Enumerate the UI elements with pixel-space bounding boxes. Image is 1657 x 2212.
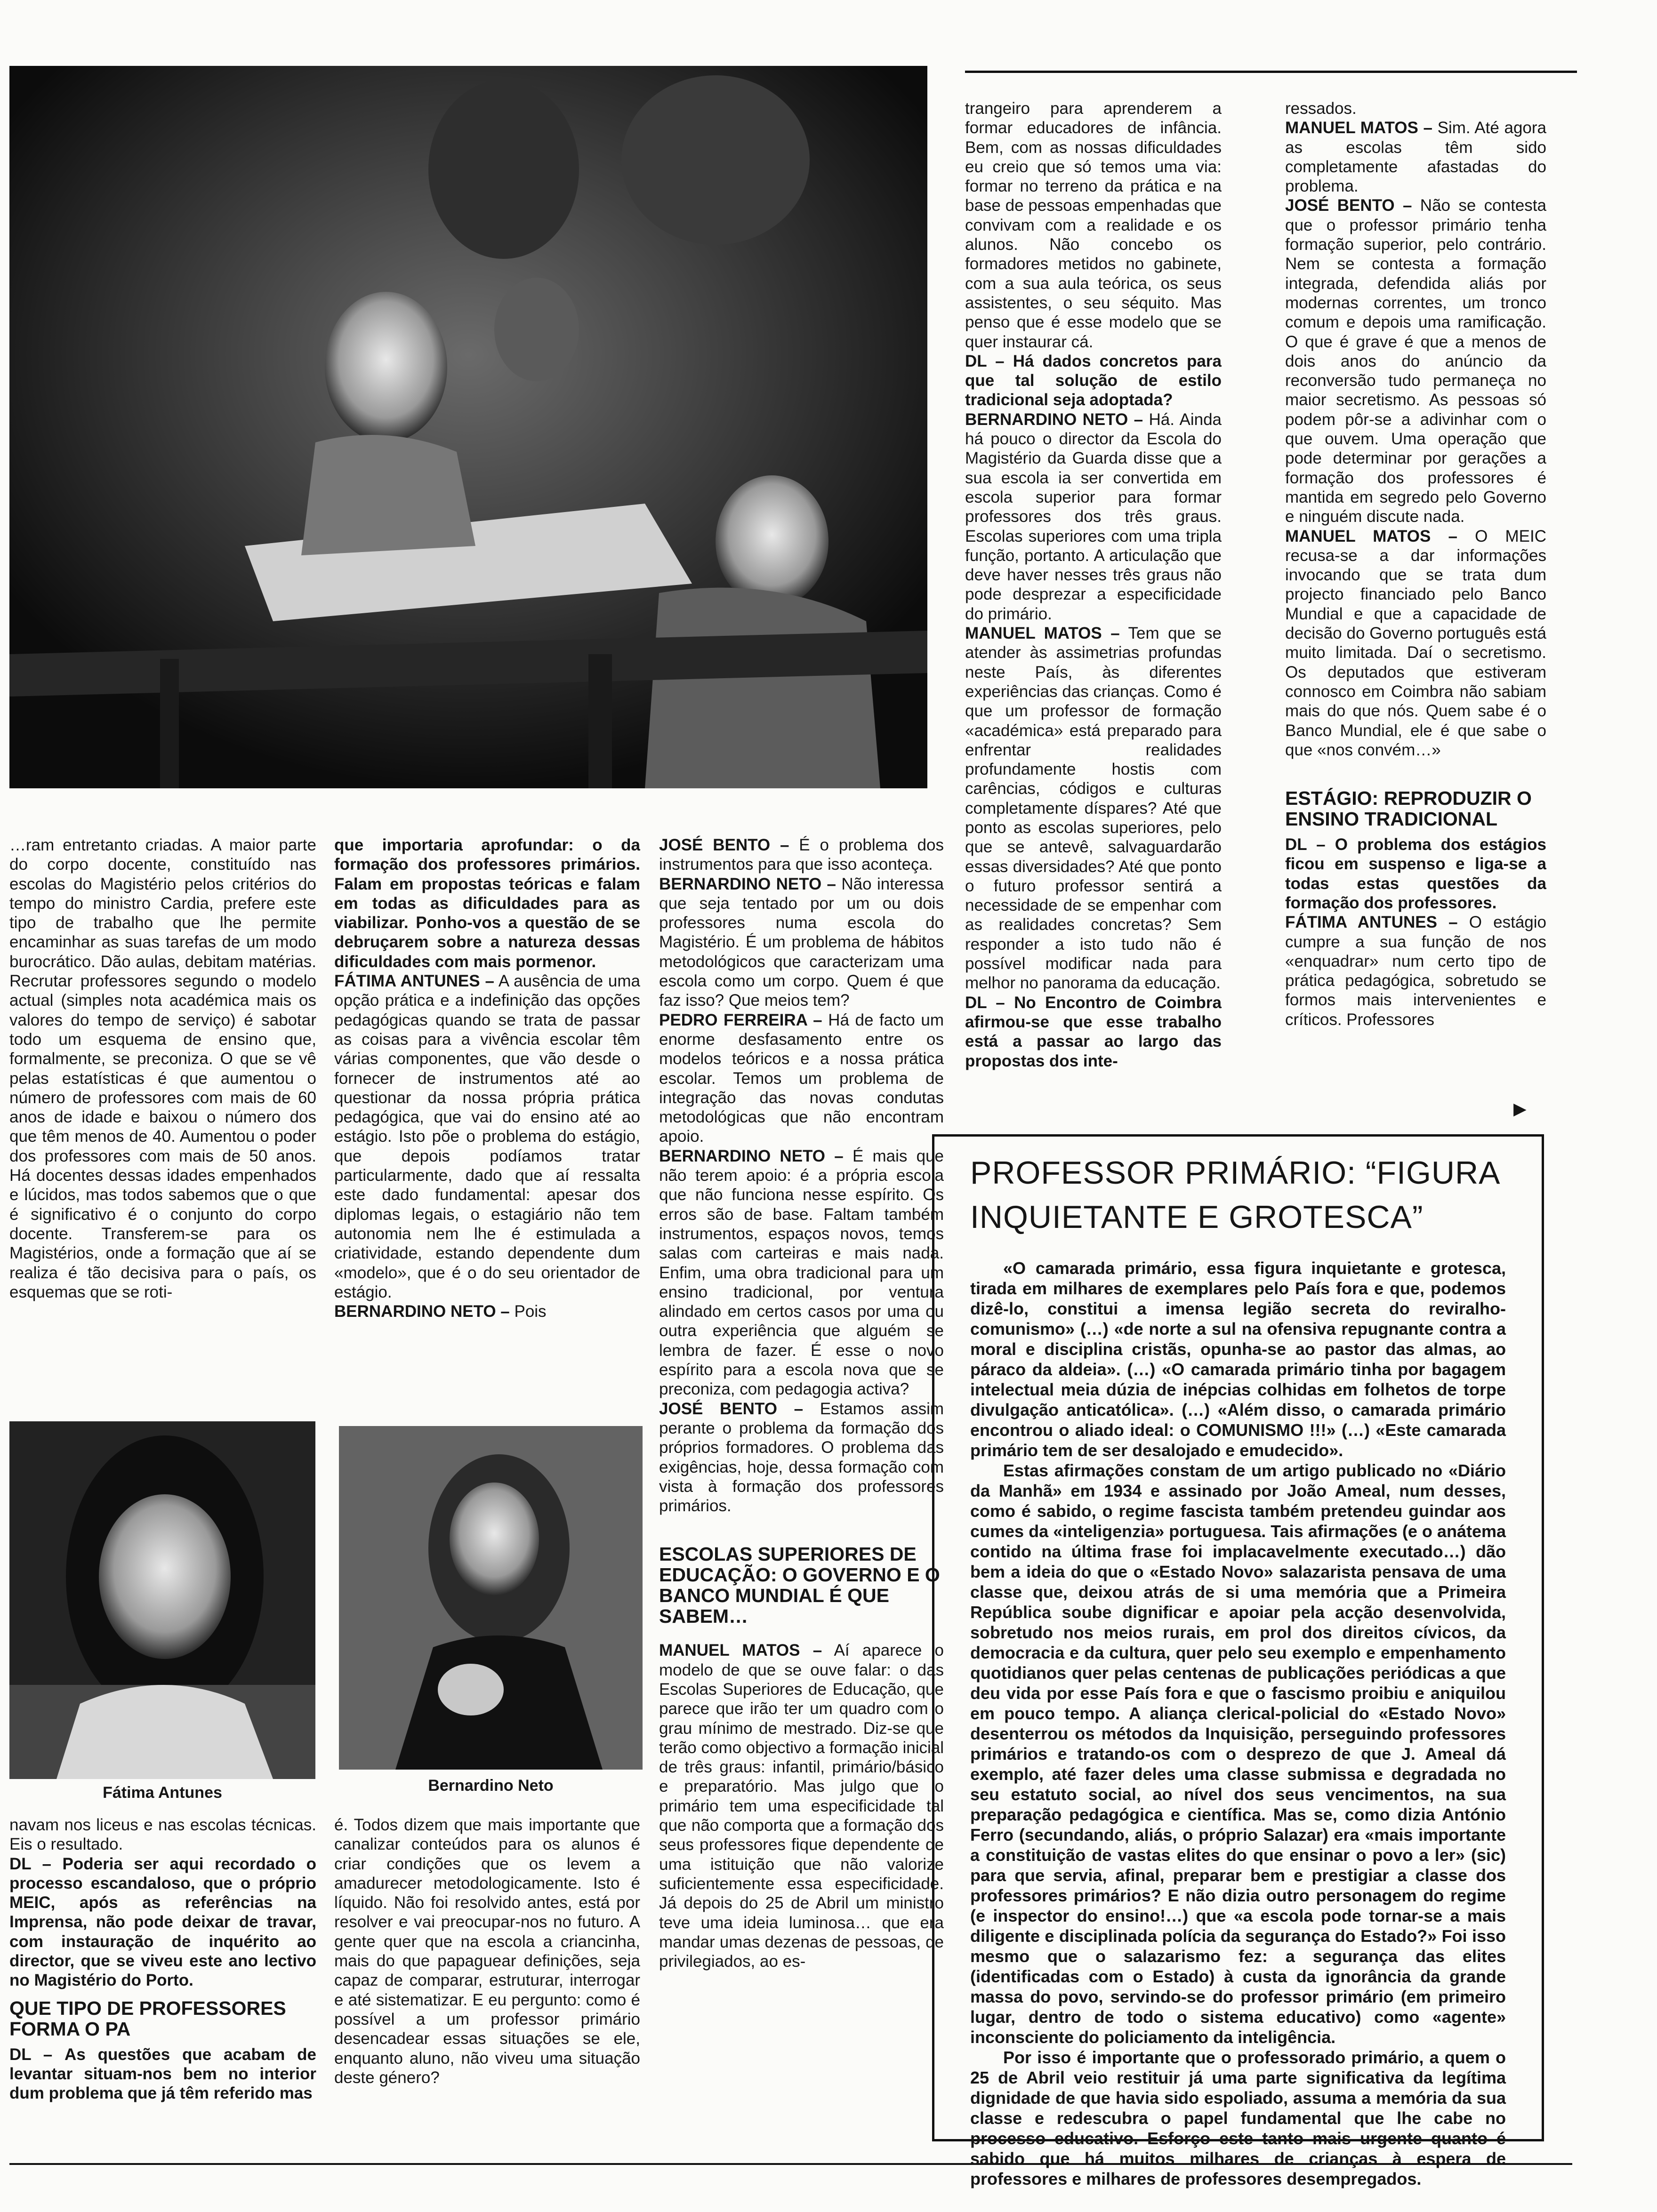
col3-jose-2 [659, 1399, 944, 1516]
column-2-top [334, 835, 640, 1412]
speaker-jose-bento: JOSÉ BENTO – [1285, 196, 1412, 215]
col4-manuel [965, 624, 1222, 993]
fatima-photo-drawing [9, 1421, 315, 1779]
boxed-article [932, 1134, 1544, 2188]
column-4 [965, 99, 1222, 1130]
bernardino-text-2: É mais que não terem apoio: é a própria escola que não funciona nesse espírito. Os erros são de base. Faltam também instrumentos, espaços novos, temos salas com carteiras e mais nada. Enfim, uma obra tradicional para um ensino tradicional, por ventura alindado em certos casos por uma ou outra experiência que alguém se lembra de fazer. É esse o novo espírito para a escola nova que se preconiza, com pedagogia activa? [659, 1146, 944, 1399]
col5-jose [1285, 196, 1546, 526]
speaker-dl: DL – [9, 1854, 52, 1873]
speaker-dl: DL – [965, 352, 1005, 370]
col5-fatima [1285, 913, 1546, 1029]
speaker-manuel-matos: MANUEL MATOS – [1285, 527, 1457, 545]
photo-bernardino-neto [339, 1426, 643, 1770]
fatima-text: O estágio cumpre a sua função de nos «enquadrar» num certo tipo de prática pedagógica, sobretudo se formos mais intervenientes e críticos. Professores [1285, 913, 1546, 1029]
speaker-manuel-matos: MANUEL MATOS – [659, 1641, 822, 1660]
speaker-bernardino-neto: BERNARDINO NETO – [659, 1146, 844, 1165]
manuel-text: Tem que se atender às assimetrias profundas neste País, às diferentes experiências das crianças. Como é que um professor de formação «académica» está preparado para enfrentar realidades profundamente hostis com carências, códigos e culturas completamente díspares? Até que ponto as escolas superiores, pelo que se antevê, salvaguardarão essas diversidades? Até que ponto o futuro professor sentirá a necessidade de se empenhar com as realidades concretas? Sem responder a isto tudo não é possível modificar nada para melhor no panorama da educação. [965, 624, 1222, 993]
col1-paragraph-2: navam nos liceus e nas escolas técnicas. Eis o resultado. [9, 1816, 316, 1854]
col2-paragraph-3: é. Todos dizem que mais importante que canalizar conteúdos para os alunos é criar condições que os levem a amadurecer metodologicamente. Isto é líquido. Não foi resolvido antes, está por resolver e vai preocupar-nos no futuro. A gente quer que na escola a criancinha, mais do que papaguear definições, seja capaz de comparar, estruturar, interrogar e até sistematizar. E eu pergunto: como é possível a um professor primário desencadear essas situações se ele, enquanto aluno, não viveu uma situação deste género? [334, 1816, 640, 2087]
main-photo [9, 66, 927, 788]
box-paragraph-1: «O camarada primário, essa figura inquietante e grotesca, tirada em milhares de exemplares pelo País fora e que, podemos dizê-lo, constitui a imensa legião secreta do reviralho-comunismo» (…) «de norte a sul na ofensiva repugnante contra a moral e disciplina cristãs, opunha-se ao pastor das almas, ao páraco da aldeia». (…) «O camarada primário tinha por bagagem intelectual meia dúzia de inépcias colhidas em folhetos de torpe divulgação anticatólica». (…) «Além disso, o camarada primário encontrou o aliado ideal: o COMUNISMO !!!» (…) «Este camarada primário tem de ser desalojado e emudecido». [970, 1258, 1506, 1460]
col3-bernardino-1 [659, 874, 944, 1010]
col4-question-2 [965, 993, 1222, 1071]
caption-fatima-antunes: Fátima Antunes [103, 1784, 222, 1802]
speaker-bernardino-neto: BERNARDINO NETO – [659, 874, 837, 893]
section-heading-estagio: ESTÁGIO: REPRODUZIR O ENSINO TRADICIONAL [1285, 787, 1532, 830]
col4-question [965, 352, 1222, 410]
box-paragraph-2: Estas afirmações constam de um artigo publicado no «Diário da Manhã» em 1934 e assinado por João Ameal, num desses, como é sabido, o regime fascista também pretendeu guindar aos cumes da «inteligenzia» portuguesa. Tais afirmações (e o anátema contido na última frase foi implacavelmente executado…) dão bem a ideia do que o «Estado Novo» salazarista pensava de uma classe que, deixou atrás de si uma memória que a Primeira República soube dignificar e apoiar pela acção desenvolvida, sobretudo nos meios rurais, em prol dos direitos cívicos, da democracia e da cultura, quer pelo seu exemplo e empenhamento quotidianos quer pelas centenas de publicações periódicas a que deu vida por esse País fora e que o fascismo proibiu e aniquilou em pouco tempo. A aliança clerical-policial do «Estado Novo» desenterrou os métodos da Inquisição, perseguindo professores primários e tratando-os com o desprezo de que J. Ameal dá exemplo, até fazer deles uma classe submissa e degradada no seu estatuto social, ao nível dos seus vencimentos, na sua preparação pedagógica e científica. Mas se, como dizia António Ferro (secundando, aliás, o próprio Salazar) era «mais importante a constituição de vastas elites do que ensinar o povo a ler» (sic) para que servia, afinal, preparar bem e prestigiar a classe dos professores primários? E não dizia outro personagem do regime (e inspector do ensino!…) que «a escola pode tornar-se a mais diligente e disciplinada polícia da segurança do Estado?» Foi isso mesmo que o salazarismo fez: a segurança das elites (identificadas com o Estado) à custa da ignorância da grande massa do povo, servindo-se do professor primário (em primeiro lugar, dentro de todo o sistema educativo) como «agente» inconsciente do policiamento da inteligência. [970, 1461, 1506, 2047]
col5-manuel-2 [1285, 527, 1546, 760]
speaker-pedro-ferreira: PEDRO FERREIRA – [659, 1010, 822, 1029]
dl-question-text: Há dados concretos para que tal solução de estilo tradicional seja adoptada? [965, 352, 1222, 409]
speaker-manuel-matos: MANUEL MATOS – [1285, 119, 1432, 137]
speaker-dl-2: DL – [9, 2045, 53, 2064]
jose-text-1: É o problema dos instrumentos para que isso aconteça. [659, 836, 944, 874]
dl-question-2-text: As questões que acabam de levantar situam-nos bem no interior dum problema que já têm referido mas [9, 2045, 316, 2103]
col2-question: que importaria aprofundar: o da formação dos professores primários. Falam em propostas teóricas e falam em todas as dificuldades para as viabilizar. Ponho-vos a questão de se debruçarem sobre a natureza dessas dificuldades com mais pormenor. [334, 836, 640, 971]
col5-question [1285, 835, 1546, 913]
speaker-jose-bento: JOSÉ BENTO – [659, 836, 789, 854]
col3-bernardino-2 [659, 1146, 944, 1399]
manuel-text: Aí aparece o modelo de que se ouve falar: o das Escolas Superiores de Educação, que parece que irão ter um quadro com o grau mínimo de mestrado. Diz-se que terão como objectivo a formação inicial de três graus: infantil, primário/básico e preparatório. Mas julgo que o primário tem uma especificidade tal que não comporta que a formação dos seus professores fique dependente de uma istituição que não valorize suficientemente essa especificidade. Já depois do 25 de Abril um ministro teve uma ideia luminosa… que era mandar umas dezenas de pessoas, de privilegiados, ao es- [659, 1641, 944, 1971]
col2-answer-fatima [334, 971, 640, 1302]
speaker-dl: DL – [1285, 835, 1326, 854]
col1-question-2 [9, 2045, 316, 2103]
bernardino-text-1: Não interessa que seja tentado por um ou dois professores numa escola do Magistério. É um problema de hábitos metodológicos que caracterizam uma escola como um corpo. Quem é que faz isso? Que meios tem? [659, 874, 944, 1010]
bernardino-text: Há. Ainda há pouco o director da Escola do Magistério da Guarda disse que a sua escola ia ser convertida em escola superior para formar professores dos três graus. Escolas superiores com uma tripla função, portanto. A articulação que deve haver nesses três graus não pode desprezar a especificidade do primário. [965, 410, 1222, 623]
col4-paragraph-1: trangeiro para aprenderem a formar educadores de infância. Bem, com as nossas dificuldades eu creio que só temos uma via: formar no terreno da prática e na base de pessoas empenhadas que convivam com a realidade e os alunos. Não concebo os formadores metidos no gabinete, com a sua aula teórica, os seus assistentes, o seu séquito. Mas penso que é esse modelo que se quer instaurar cá. [965, 99, 1222, 351]
col5-paragraph-1: ressados. [1285, 99, 1357, 118]
speaker-fatima-antunes: FÁTIMA ANTUNES – [334, 972, 494, 991]
pedro-text: Há de facto um enorme desfasamento entre os modelos teóricos e a nossa prática escolar. Temos um problema de integração das novas condutas metodológicas que não encontram apoio. [659, 1010, 944, 1146]
speaker-bernardino-neto: BERNARDINO NETO – [965, 410, 1143, 429]
column-3 [659, 835, 944, 2160]
column-1-bottom [9, 1815, 316, 2159]
speaker-bernardino-neto: BERNARDINO NETO – [334, 1302, 510, 1321]
col2-answer-bernardino [334, 1302, 640, 1321]
box-title: PROFESSOR PRIMÁRIO: “FIGURA INQUIETANTE E GROTESCA” [970, 1155, 1499, 1235]
jose-text: Não se contesta que o professor primário tenha formação superior, pelo contrário. Nem se contesta a formação integrada, defendida aliás por modernas correntes, um tronco comum e depois uma ramificação. O que é grave é que a menos de dois anos do anúncio da reconversão tudo permaneça no maior secretismo. As pessoas só podem pôr-se a adivinhar com o que ouvem. Uma operação que pode determinar por gerações a formação dos professores é mantida em segredo pelo Governo e ninguém discute nada. [1285, 196, 1546, 526]
speaker-fatima-antunes: FÁTIMA ANTUNES – [1285, 913, 1458, 932]
continued-arrow-icon: ▶ [1513, 1099, 1527, 1118]
col1-question [9, 1854, 316, 1990]
dl-question-text: O problema dos estágios ficou em suspenso e liga-se a todas estas questões da formação dos professores. [1285, 835, 1546, 912]
photo-fatima-antunes [9, 1421, 315, 1779]
dl-question-text: Poderia ser aqui recordado o processo escandaloso, que o próprio MEIC, após as referências na Imprensa, não pode deixar de travar, com instauração de inquérito ao director, que se viveu este ano lectivo no Magistério do Porto. [9, 1854, 316, 1990]
section-heading-escolas-superiores: ESCOLAS SUPERIORES DE EDUCAÇÃO: O GOVERNO E O BANCO MUNDIAL É QUE SABEM… [659, 1543, 940, 1627]
speaker-manuel-matos: MANUEL MATOS – [965, 624, 1120, 643]
caption-bernardino-neto: Bernardino Neto [428, 1777, 554, 1795]
column-5 [1285, 99, 1546, 1120]
classroom-photo-drawing [9, 66, 927, 788]
speaker-dl-2: DL – [965, 993, 1005, 1012]
box-body [951, 1258, 1525, 2189]
top-rule [965, 71, 1577, 73]
section-heading-que-tipo: QUE TIPO DE PROFESSORES FORMA O PA [9, 1997, 286, 2040]
jose-text-2: Estamos assim perante o problema da formação dos próprios formadores. O problema das exigências, hoje, dessa formação com vista à formação dos professores primários. [659, 1399, 944, 1515]
bernardino-answer-text: Pois [514, 1302, 547, 1321]
bernardino-photo-drawing [339, 1426, 643, 1770]
col3-pedro [659, 1010, 944, 1146]
speaker-jose-bento: JOSÉ BENTO – [659, 1399, 804, 1418]
dl-question-2-text: No Encontro de Coimbra afirmou-se que esse trabalho está a passar ao largo das propostas dos inte- [965, 993, 1222, 1070]
col3-manuel [659, 1641, 944, 1971]
col5-manuel-1 [1285, 118, 1546, 196]
column-2-bottom [334, 1815, 640, 2159]
manuel-text-2: O MEIC recusa-se a dar informações invocando que se trata dum projecto financiado pelo Banco Mundial e que a capacidade de decisão do Governo português está muito limitada. Daí o secretismo. Os deputados que estiveram connosco em Coimbra não sabiam mais do que nós. Quem sabe é o Banco Mundial, ele é que sabe o que «nos convém…» [1285, 527, 1546, 759]
fatima-answer-text: A ausência de uma opção prática e a indefinição das opções pedagógicas quando se trata de passar as coisas para a vivência escolar têm várias componentes, que vão desde o fornecer de instrumentos até ao questionar da nossa própria prática pedagógica, que vai do ensino até ao estágio. Isto põe o problema do estágio, que depois podíamos tratar particularmente, dado que aí ressalta este dado fundamental: apesar dos diplomas legais, o estagiário não tem autonomia nem lhe é estimulada a criatividade, estando dependente dum «modelo», que é o do seu orientador de estágio. [334, 972, 640, 1301]
col3-jose-1 [659, 835, 944, 874]
box-paragraph-3: Por isso é importante que o professorado primário, a quem o 25 de Abril veio restituir já uma parte significativa da legítima dignidade de que havia sido espoliado, assuma a memória da sua classe e redescubra o papel fundamental que lhe cabe no processo educativo. Esforço este tanto mais urgente quanto é sabido que há muitos milhares de crianças à espera de professores e milhares de professores desempregados. [970, 2048, 1506, 2188]
col1-paragraph-1: …ram entretanto criadas. A maior parte do corpo docente, constituído nas escolas do Magistério pelos critérios do tempo do ministro Cardia, prefere este tipo de trabalho que lhe permite encaminhar as suas tarefas de um modo burocrático. Dão aulas, debitam matérias. Recrutar professores segundo o modelo actual (simples nota académica mais os valores do tempo de serviço) é sabotar todo um esquema de ensino que, formalmente, se preconiza. O que se vê pelas estatísticas é que aumentou o número de professores com mais de 60 anos de idade e baixou o número dos que têm menos de 40. Aumentou o poder dos professores com mais de 50 anos. Há docentes dessas idades empenhados e lúcidos, mas todos sabemos que o que é significativo é o conjunto do corpo docente. Transferem-se para os Magistérios, onde a formação que aí se realiza é tão decisiva para o país, os esquemas que se roti- [9, 836, 316, 1301]
manuel-text-1: Sim. Até agora as escolas têm sido completamente afastadas do problema. [1285, 119, 1546, 196]
col4-bernardino [965, 410, 1222, 624]
